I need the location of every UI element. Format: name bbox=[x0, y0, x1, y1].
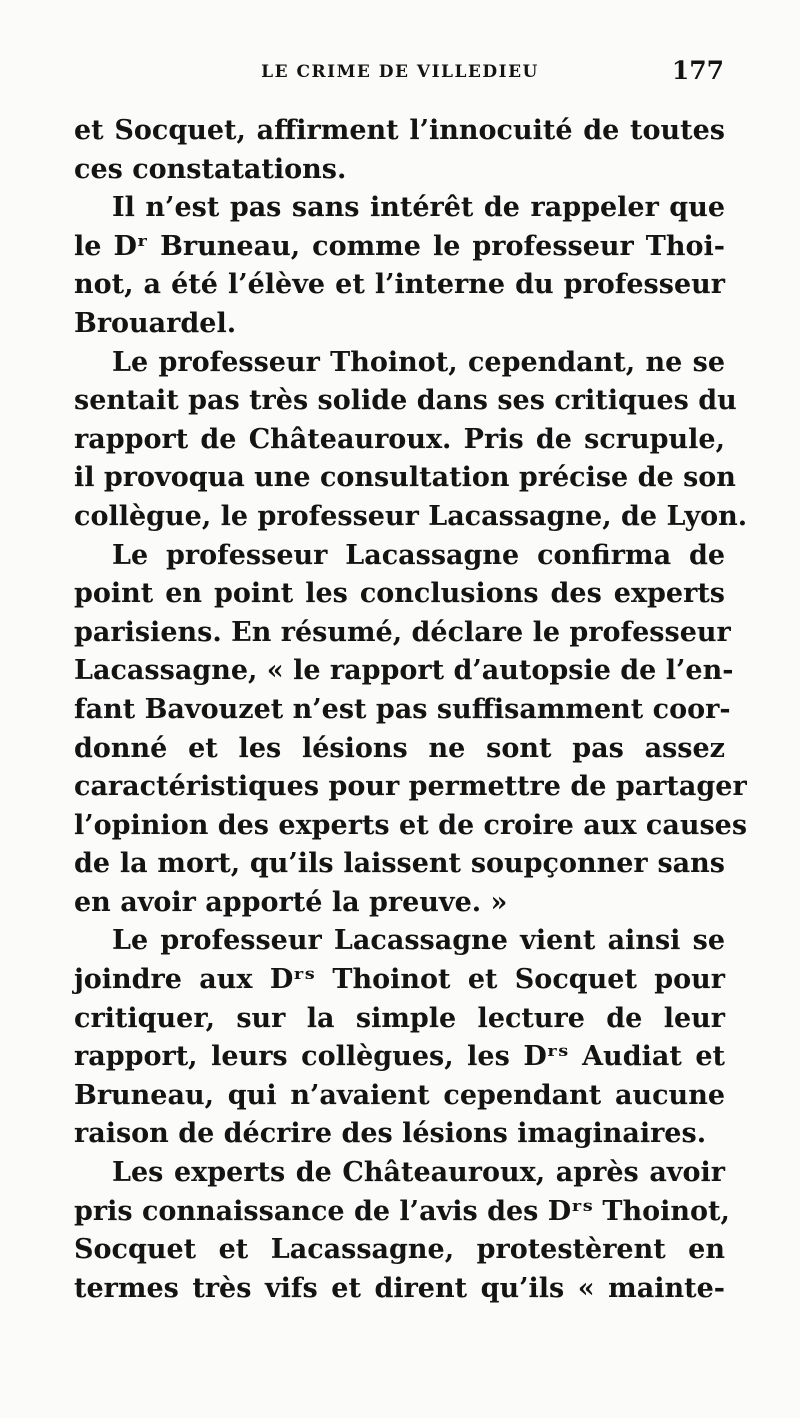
text-line: Brouardel. bbox=[74, 307, 237, 339]
text-line: l’opinion des experts et de croire aux causes bbox=[74, 809, 748, 841]
text-line: Le professeur Lacassagne vient ainsi se bbox=[112, 925, 725, 957]
text-line: Bruneau, qui n’avaient cependant aucune bbox=[74, 1079, 725, 1111]
text-line: rapport de Châteauroux. Pris de scrupule, bbox=[74, 423, 725, 455]
text-line: joindre aux Dʳˢ Thoinot et Socquet pour bbox=[74, 964, 725, 996]
text-line: caractéristiques pour permettre de partager bbox=[74, 771, 747, 803]
text-line: Les experts de Châteauroux, après avoir bbox=[112, 1157, 725, 1189]
text-line: Le professeur Lacassagne confirma de bbox=[112, 539, 725, 571]
text-line: en avoir apporté la preuve. » bbox=[74, 886, 508, 918]
text-line: pris connaissance de l’avis des Dʳˢ Thoinot, bbox=[74, 1195, 730, 1227]
text-line: rapport, leurs collègues, les Dʳˢ Audiat et bbox=[74, 1041, 725, 1073]
text-line: raison de décrire des lésions imaginaires. bbox=[74, 1118, 707, 1150]
running-title: LE CRIME DE VILLEDIEU bbox=[261, 62, 539, 82]
page-header bbox=[72, 56, 728, 92]
text-line: Il n’est pas sans intérêt de rappeler que bbox=[112, 192, 725, 224]
text-line: donné et les lésions ne sont pas assez bbox=[74, 732, 725, 764]
text-line: collègue, le professeur Lacassagne, de Lyon. bbox=[74, 500, 748, 532]
text-line: Lacassagne, « le rapport d’autopsie de l’en- bbox=[74, 655, 734, 687]
text-line: parisiens. En résumé, déclare le professeur bbox=[74, 616, 731, 648]
text-line: termes très vifs et dirent qu’ils « mainte- bbox=[74, 1272, 725, 1304]
text-line: et Socquet, affirment l’innocuité de toutes bbox=[74, 115, 725, 146]
text-line: fant Bavouzet n’est pas suffisamment coor- bbox=[74, 693, 731, 725]
text-line: not, a été l’élève et l’interne du professeur bbox=[74, 269, 725, 301]
text-line: de la mort, qu’ils laissent soupçonner sans bbox=[74, 848, 725, 880]
text-line: critiquer, sur la simple lecture de leur bbox=[74, 1002, 725, 1034]
body-text bbox=[74, 112, 748, 1308]
text-line: Le professeur Thoinot, cependant, ne se bbox=[112, 346, 725, 378]
text-line: le Dʳ Bruneau, comme le professeur Thoi- bbox=[74, 230, 725, 262]
text-line: Socquet et Lacassagne, protestèrent en bbox=[74, 1234, 725, 1266]
text-line: ces constatations. bbox=[74, 153, 347, 185]
text-line: sentait pas très solide dans ses critiques du bbox=[74, 385, 737, 417]
text-line: point en point les conclusions des experts bbox=[74, 578, 725, 610]
page-number: 177 bbox=[671, 56, 724, 85]
text-line: il provoqua une consultation précise de son bbox=[74, 462, 736, 494]
